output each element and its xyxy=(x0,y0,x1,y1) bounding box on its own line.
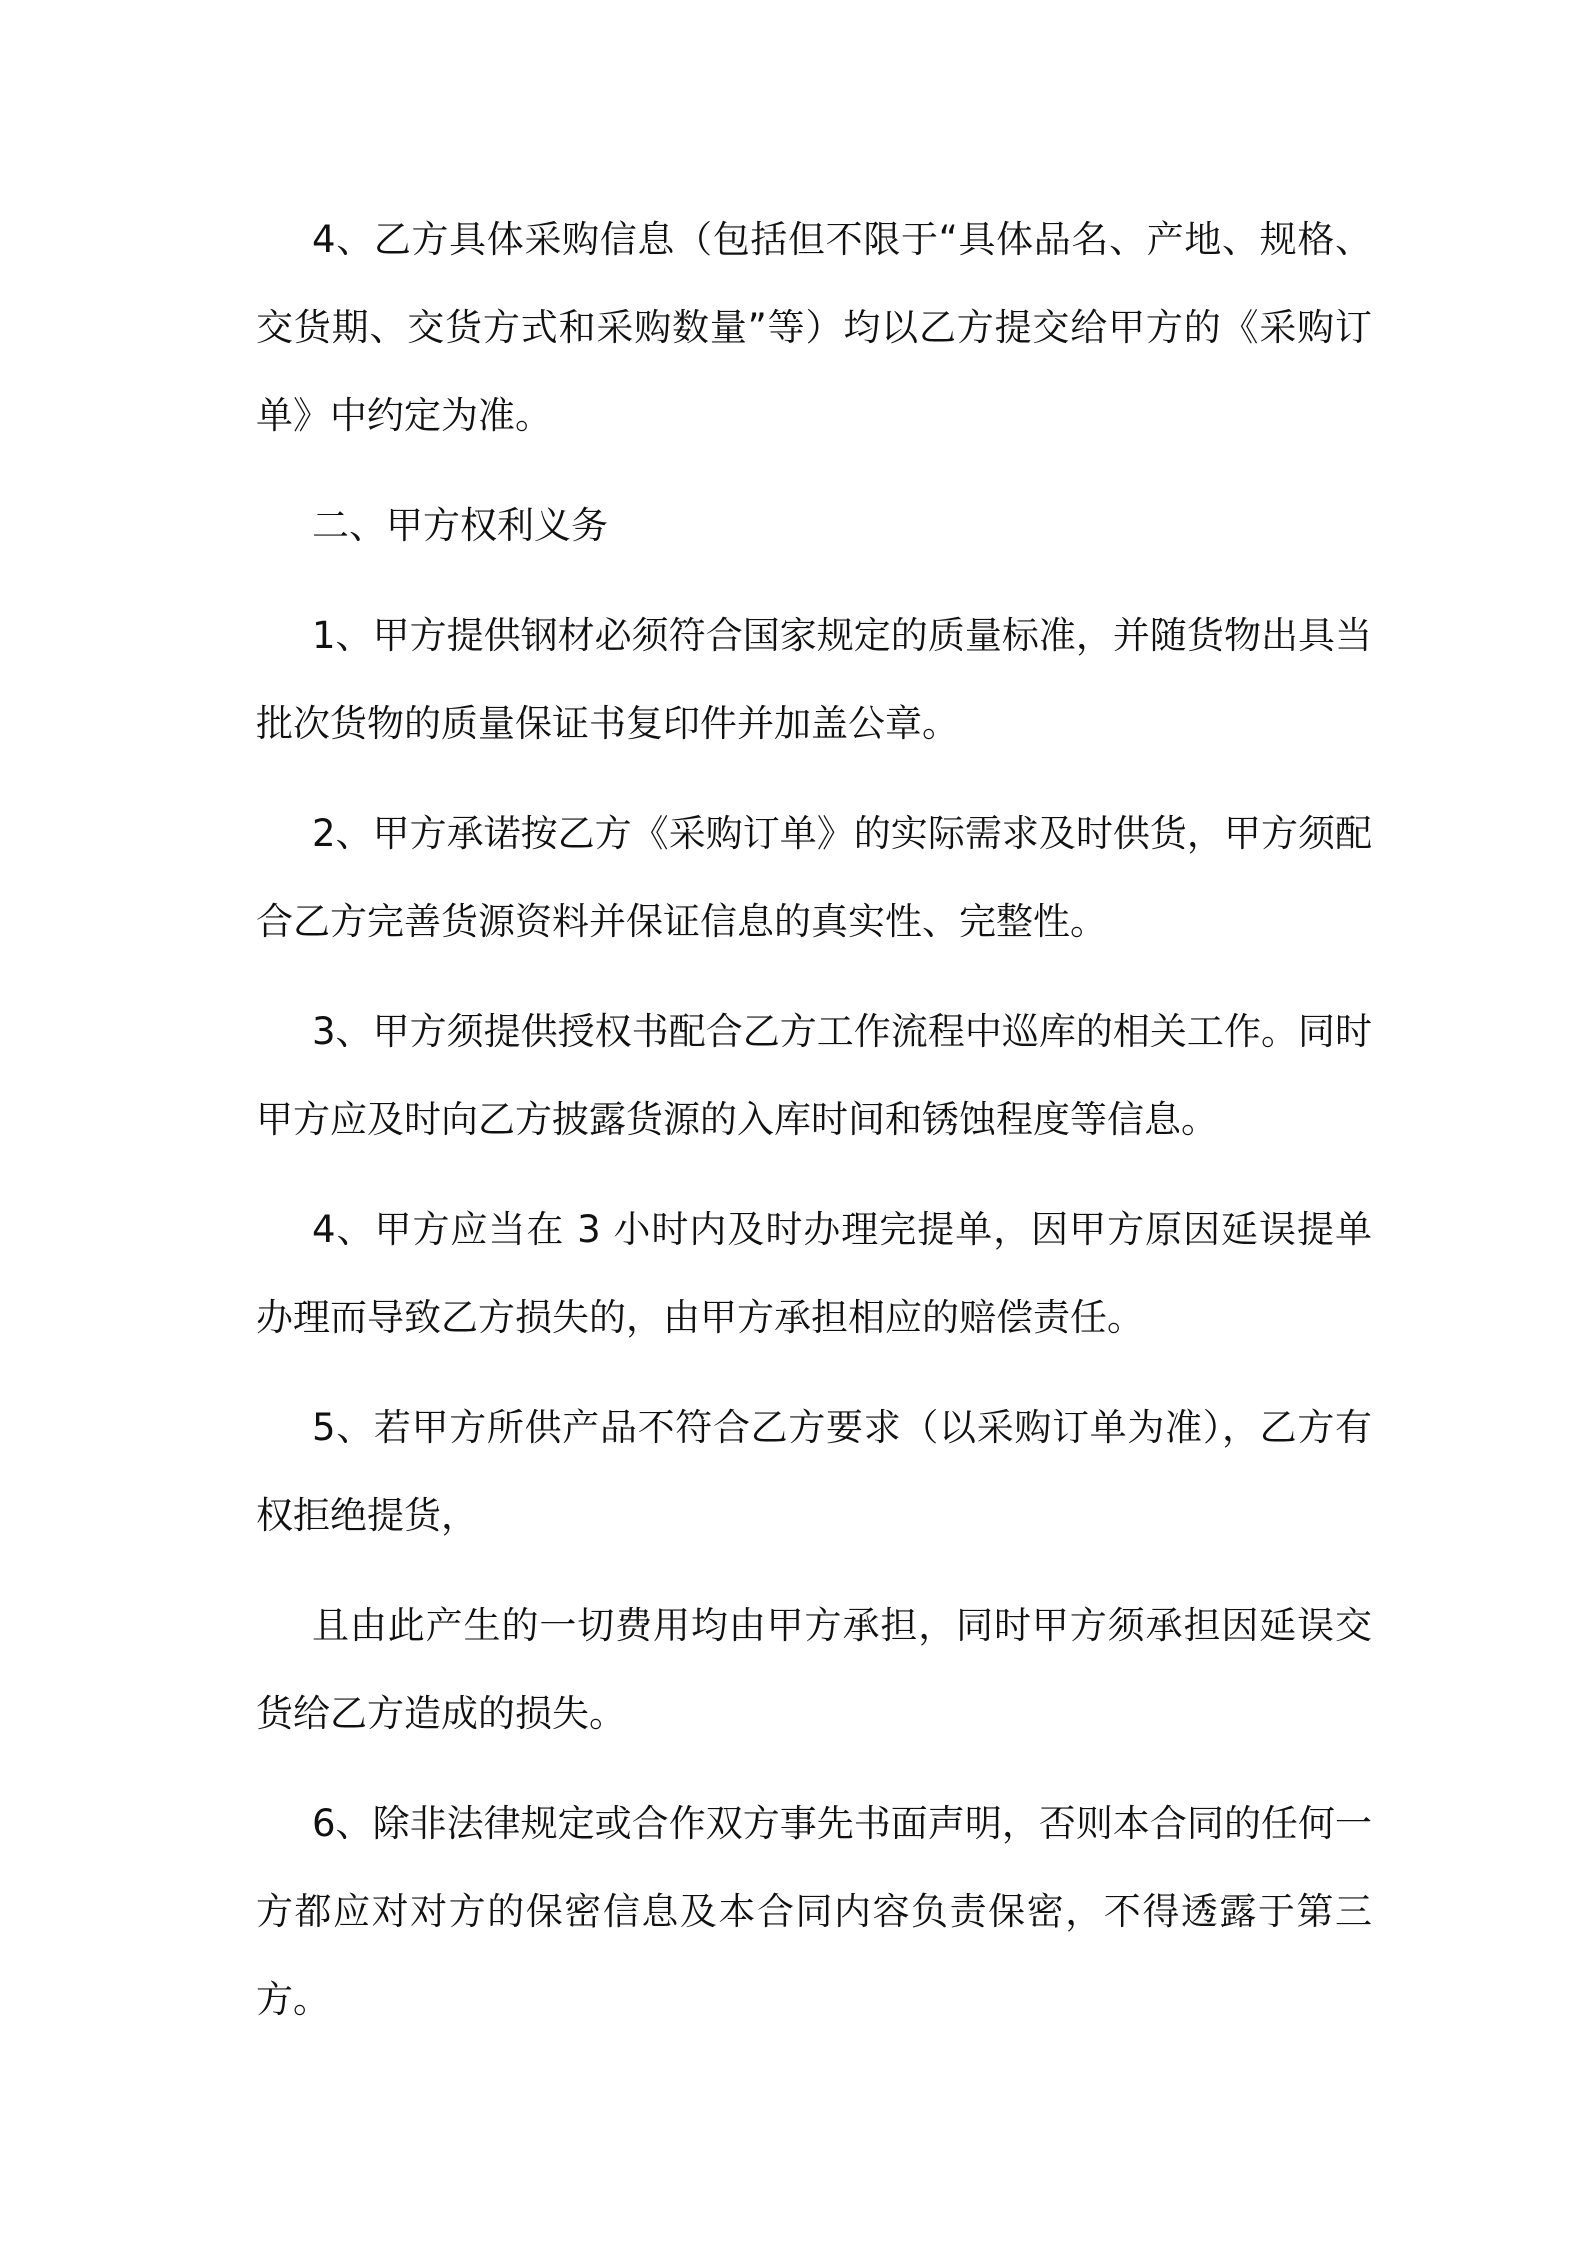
paragraph-4: 3、甲方须提供授权书配合乙方工作流程中巡库的相关工作。同时甲方应及时向乙方披露货源的入库时间和锈蚀程度等信息。 xyxy=(256,1010,1372,1141)
paragraph-7: 且由此产生的一切费用均由甲方承担，同时甲方须承担因延误交货给乙方造成的损失。 xyxy=(256,1604,1372,1735)
paragraph-5: 4、甲方应当在 3 小时内及时办理完提单，因甲方原因延误提单办理而导致乙方损失的，由甲方承担相应的赔偿责任。 xyxy=(256,1208,1372,1339)
paragraph-1: 4、乙方具体采购信息（包括但不限于“具体品名、产地、规格、交货期、交货方式和采购数量”等）均以乙方提交给甲方的《采购订单》中约定为准。 xyxy=(256,218,1372,437)
section-heading: 二、甲方权利义务 xyxy=(312,504,608,547)
paragraph-8: 6、除非法律规定或合作双方事先书面声明，否则本合同的任何一方都应对对方的保密信息及本合同内容负责保密，不得透露于第三方。 xyxy=(256,1802,1372,2021)
paragraph-2: 1、甲方提供钢材必须符合国家规定的质量标准，并随货物出具当批次货物的质量保证书复印件并加盖公章。 xyxy=(256,614,1372,745)
paragraph-6: 5、若甲方所供产品不符合乙方要求（以采购订单为准），乙方有权拒绝提货， xyxy=(256,1406,1372,1537)
paragraph-3: 2、甲方承诺按乙方《采购订单》的实际需求及时供货，甲方须配合乙方完善货源资料并保证信息的真实性、完整性。 xyxy=(256,812,1372,943)
document-body xyxy=(256,196,1372,2066)
